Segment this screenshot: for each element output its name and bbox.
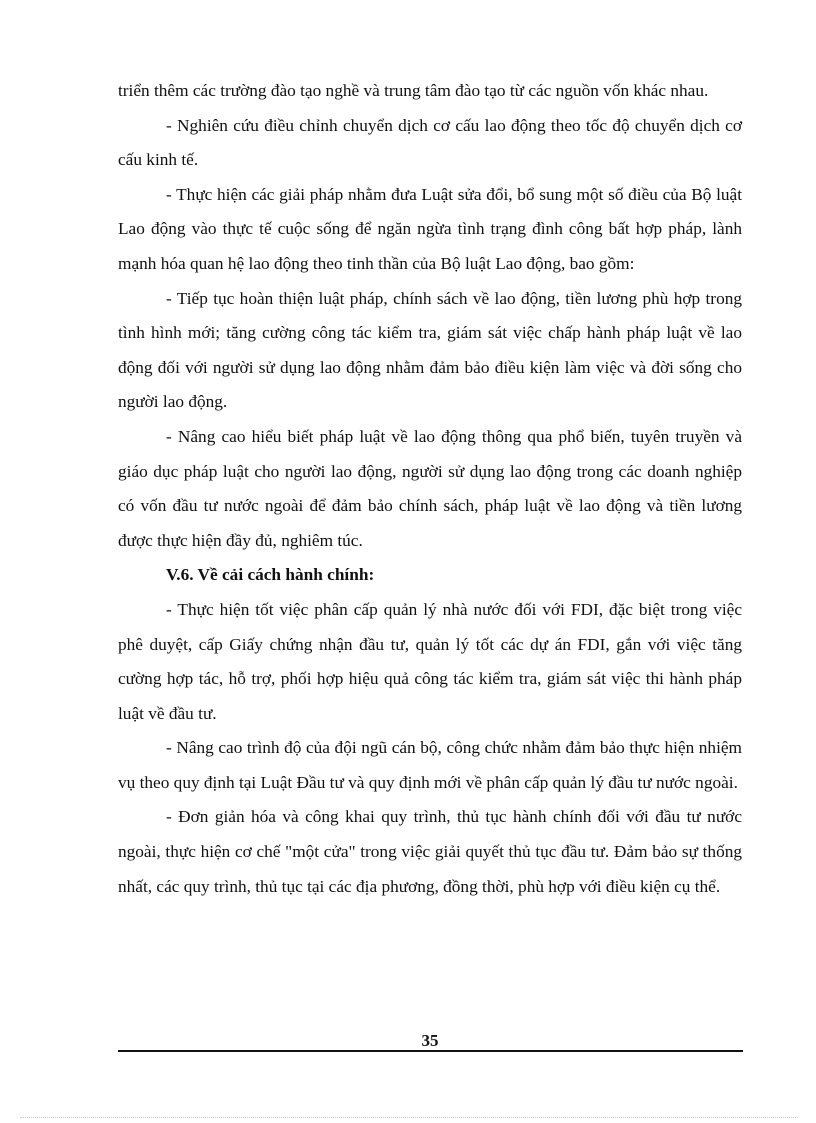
paragraph-staff-capacity: - Nâng cao trình độ của đội ngũ cán bộ, công chức nhằm đảm bảo thực hiện nhiệm vụ theo quy định tại Luật Đầu tư và quy định mới về phân cấp quản lý đầu tư nước ngoài. bbox=[118, 738, 742, 792]
paragraph-labor-law: - Thực hiện các giải pháp nhằm đưa Luật sửa đổi, bổ sung một số điều của Bộ luật Lao động vào thực tế cuộc sống để ngăn ngừa tình trạng đình công bất hợp pháp, lành mạnh hóa quan hệ lao động theo tinh thần của Bộ luật Lao động, bao gồm: bbox=[118, 184, 742, 273]
paragraph-fdi-management: - Thực hiện tốt việc phân cấp quản lý nhà nước đối với FDI, đặc biệt trong việc phê duyệt, cấp Giấy chứng nhận đầu tư, quản lý tốt các dự án FDI, gắn với việc tăng cường hợp tác, hỗ trợ, phối hợp hiệu quả công tác kiểm tra, giám sát việc thi hành pháp luật về đầu tư. bbox=[118, 599, 742, 723]
footer-rule bbox=[118, 1050, 743, 1052]
page-number: 35 bbox=[421, 1031, 439, 1050]
paragraph-simplify-procedures: - Đơn giản hóa và công khai quy trình, thủ tục hành chính đối với đầu tư nước ngoài, thực hiện cơ chế "một cửa" trong việc giải quyết thủ tục đầu tư. Đảm bảo sự thống nhất, các quy trình, thủ tục tại các địa phương, đồng thời, phù hợp với điều kiện cụ thể. bbox=[118, 807, 742, 896]
paragraph-labor-structure: - Nghiên cứu điều chỉnh chuyển dịch cơ cấu lao động theo tốc độ chuyển dịch cơ cấu kinh tế. bbox=[118, 115, 742, 170]
paragraph-continuation: triển thêm các trường đào tạo nghề và trung tâm đào tạo từ các nguồn vốn khác nhau. bbox=[118, 81, 709, 100]
section-heading-admin-reform: V.6. Về cải cách hành chính: bbox=[166, 565, 375, 585]
paragraph-legal-awareness: - Nâng cao hiểu biết pháp luật về lao động thông qua phổ biến, tuyên truyền và giáo dục pháp luật cho người lao động, người sử dụng lao động trong các doanh nghiệp có vốn đầu tư nước ngoài để đảm bảo chính sách, pháp luật về lao động và tiền lương được thực hiện đầy đủ, nghiêm túc. bbox=[118, 426, 742, 550]
page-edge-divider bbox=[20, 1117, 796, 1118]
document-body bbox=[118, 74, 742, 904]
paragraph-labor-policy: - Tiếp tục hoàn thiện luật pháp, chính sách về lao động, tiền lương phù hợp trong tình hình mới; tăng cường công tác kiểm tra, giám sát việc chấp hành pháp luật về lao động đối với người sử dụng lao động nhằm đảm bảo điều kiện làm việc và đời sống cho người lao động. bbox=[118, 288, 742, 412]
